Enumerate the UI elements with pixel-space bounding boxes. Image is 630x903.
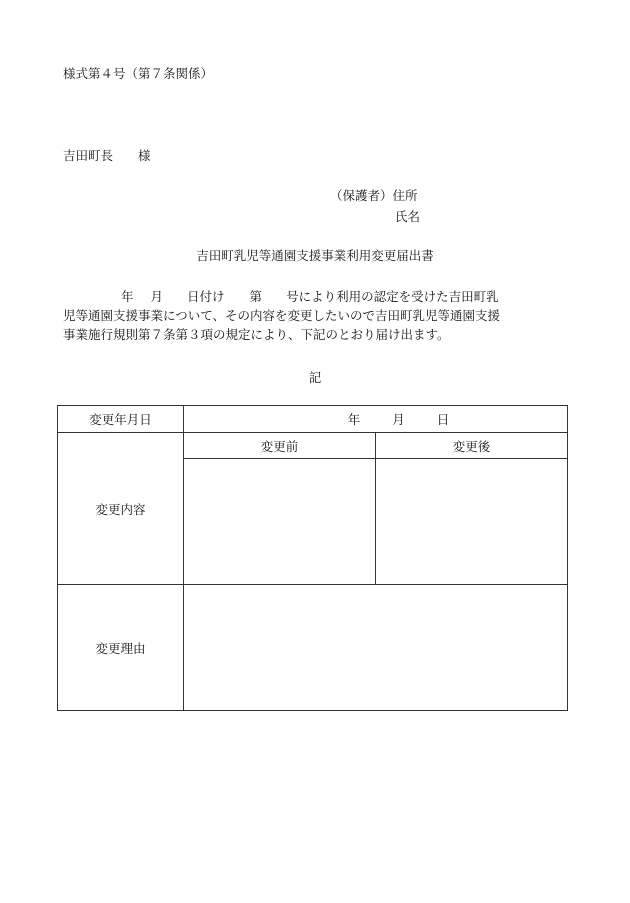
body-line-1-rest: 号により利用の認定を受けた吉田町乳 bbox=[286, 289, 499, 304]
change-form-table bbox=[57, 405, 568, 711]
after-value-field[interactable] bbox=[376, 459, 567, 584]
change-date-label: 変更年月日 bbox=[89, 412, 152, 427]
before-label: 変更前 bbox=[260, 438, 299, 454]
addressee: 吉田町長 様 bbox=[63, 148, 151, 163]
before-header-cell bbox=[184, 433, 375, 458]
date-day: 日 bbox=[436, 412, 450, 427]
date-year: 年 bbox=[347, 412, 361, 427]
document-title: 吉田町乳児等通園支援事業利用変更届出書 bbox=[196, 248, 434, 263]
body-dated: 日付け bbox=[187, 289, 225, 304]
change-reason-field[interactable] bbox=[184, 585, 567, 710]
change-content-label-cell bbox=[58, 433, 183, 584]
body-line-2: 児等通園支援事業について、その内容を変更したいので吉田町乳児等通園支援 bbox=[63, 308, 501, 323]
form-number: 様式第４号（第７条関係） bbox=[63, 66, 214, 81]
before-value-field[interactable] bbox=[184, 459, 375, 584]
body-month: 月 bbox=[150, 289, 164, 304]
guardian-name-label: 氏名 bbox=[395, 209, 421, 224]
change-content-label: 変更内容 bbox=[95, 501, 146, 517]
body-line-1 bbox=[63, 287, 573, 306]
body-year: 年 bbox=[121, 289, 134, 304]
after-label: 変更後 bbox=[452, 438, 491, 454]
body-line-3: 事業施行規則第７条第３項の規定により、下記のとおり届け出ます。 bbox=[63, 327, 450, 342]
body-dai: 第 bbox=[249, 289, 263, 304]
change-reason-label-cell bbox=[58, 585, 183, 710]
change-date-label-cell bbox=[58, 406, 183, 432]
change-reason-label: 変更理由 bbox=[95, 640, 146, 656]
date-month: 月 bbox=[392, 412, 405, 427]
ki-heading: 記 bbox=[308, 370, 322, 385]
guardian-address-label: （保護者）住所 bbox=[330, 188, 418, 203]
change-date-value-cell[interactable] bbox=[184, 406, 567, 432]
after-header-cell bbox=[376, 433, 567, 458]
body-paragraph bbox=[63, 287, 573, 344]
